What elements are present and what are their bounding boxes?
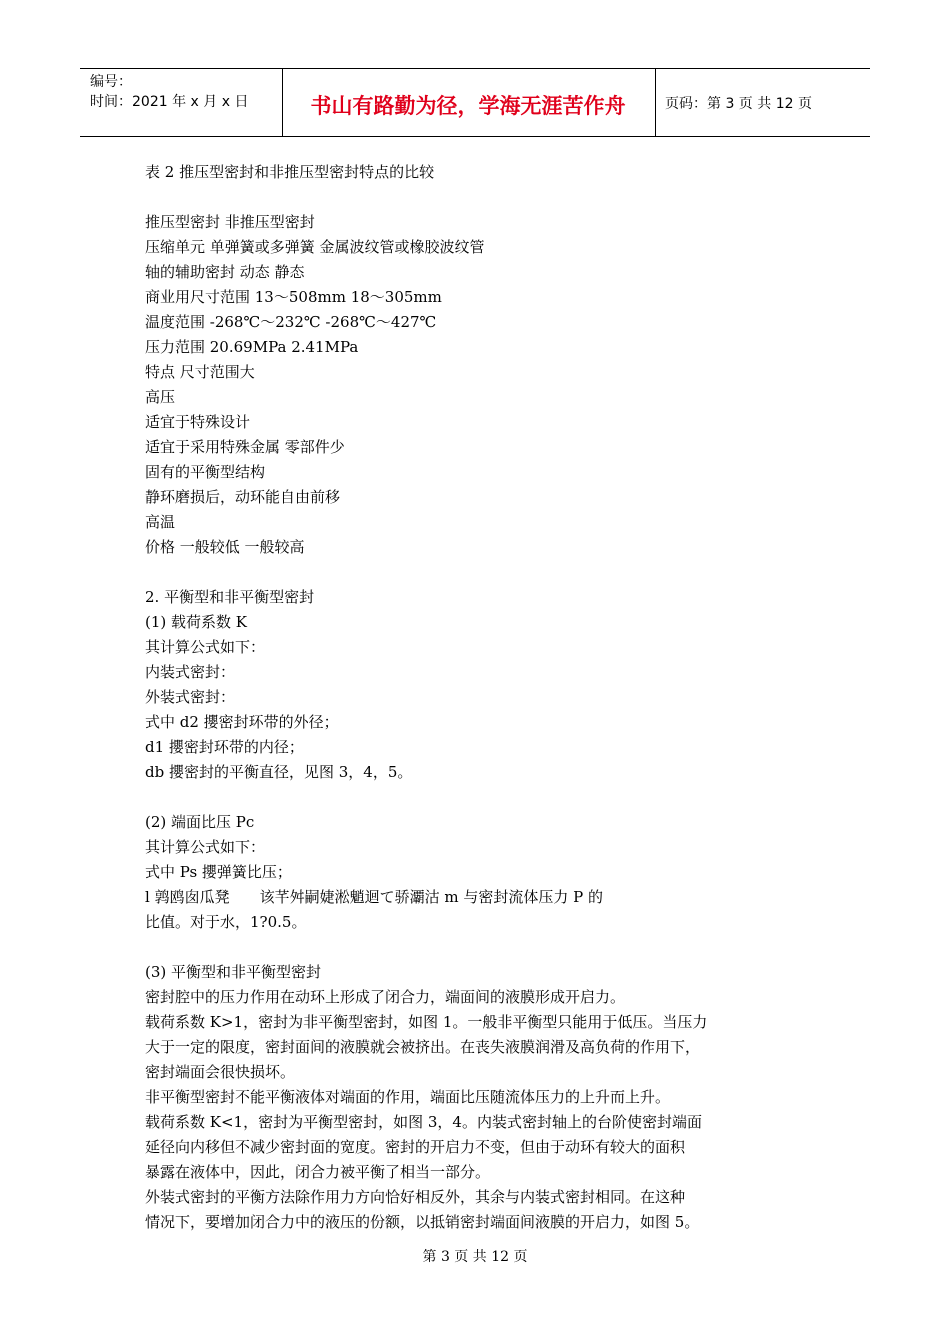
table-row: 压力范围 20.69MPa 2.41MPa: [145, 338, 359, 356]
table-row: 温度范围 -268℃～232℃ -268℃～427℃: [145, 313, 437, 331]
paragraph-line: 外装式密封的平衡方法除作用力方向恰好相反外，其余与内装式密封相同。在这种: [145, 1188, 686, 1206]
paragraph-line: 密封腔中的压力作用在动环上形成了闭合力，端面间的液膜形成开启力。: [145, 988, 626, 1006]
paragraph-line: 内装式密封：: [145, 663, 236, 681]
table-row: 推压型密封 非推压型密封: [145, 213, 315, 231]
paragraph-line: 载荷系数 K>1，密封为非平衡型密封，如图 1。一般非平衡型只能用于低压。当压力: [145, 1013, 708, 1031]
table-row: 价格 一般较低 一般较高: [145, 538, 305, 556]
header-top-rule: [80, 68, 870, 69]
paragraph-line: db 攖密封的平衡直径，见图 3，4，5。: [145, 763, 413, 781]
comparison-table-text: [145, 210, 825, 560]
table-row: 特点 尺寸范围大: [145, 363, 255, 381]
table-row: 高压: [145, 388, 176, 406]
section-heading: 2. 平衡型和非平衡型密封: [145, 588, 315, 606]
subsection-heading: (1) 载荷系数 K: [145, 613, 247, 631]
header-bottom-rule: [80, 136, 870, 137]
paragraph-line: 暴露在液体中，因此，闭合力被平衡了相当一部分。: [145, 1163, 491, 1181]
paragraph-line: d1 攖密封环带的内径；: [145, 738, 304, 756]
paragraph-line: 式中 d2 攖密封环带的外径；: [145, 713, 339, 731]
section-face-pressure: [145, 810, 825, 935]
document-body: [145, 160, 825, 1235]
subsection-heading: (2) 端面比压 Pc: [145, 813, 255, 831]
paragraph-line: 密封端面会很快损坏。: [145, 1063, 296, 1081]
section-balanced-seals: [145, 960, 825, 1235]
paragraph-line: 其计算公式如下：: [145, 638, 266, 656]
paragraph-line: 载荷系数 K<1，密封为平衡型密封，如图 3，4。内装式密封轴上的台阶使密封端面: [145, 1113, 702, 1131]
table-row: 压缩单元 单弹簧或多弹簧 金属波纹管或橡胶波纹管: [145, 238, 485, 256]
paragraph-line: 比值。对于水，1?0.5。: [145, 913, 307, 931]
document-time-label: 时间：2021 年 x 月 x 日: [90, 94, 249, 110]
subsection-heading: (3) 平衡型和非平衡型密封: [145, 963, 322, 981]
header-meta: [90, 72, 248, 112]
paragraph-line: 外装式密封：: [145, 688, 236, 706]
document-number-label: 编号：: [90, 74, 132, 90]
table-title: 表 2 推压型密封和非推压型密封特点的比较: [145, 163, 435, 181]
page-footer: 第 3 页 共 12 页: [422, 1249, 528, 1265]
table-row: 轴的辅助密封 动态 静态: [145, 263, 305, 281]
paragraph-line: 大于一定的限度，密封面间的液膜就会被挤出。在丧失液膜润滑及高负荷的作用下，: [145, 1038, 701, 1056]
table-row: 高温: [145, 513, 176, 531]
header-page-info: 页码：第 3 页 共 12 页: [665, 96, 812, 112]
paragraph-line: 式中 Ps 攖弹簧比压；: [145, 863, 292, 881]
section-load-factor: [145, 585, 825, 785]
paragraph-line: l 鹑鸥囱瓜凳 该芊舛嗣婕淞魈迴て骄㶚沽 m 与密封流体压力 P 的: [145, 888, 603, 906]
paragraph-line: 其计算公式如下：: [145, 838, 266, 856]
table-row: 适宜于采用特殊金属 零部件少: [145, 438, 345, 456]
header-divider-right: [655, 68, 656, 136]
paragraph-line: 情况下，要增加闭合力中的液压的份额，以抵销密封端面间液膜的开启力，如图 5。: [145, 1213, 700, 1231]
table-row: 静环磨损后，动环能自由前移: [145, 488, 341, 506]
table-row: 适宜于特殊设计: [145, 413, 251, 431]
table-row: 商业用尺寸范围 13～508mm 18～305mm: [145, 288, 442, 306]
paragraph-line: 延径向内移但不减少密封面的宽度。密封的开启力不变，但由于动环有较大的面积: [145, 1138, 686, 1156]
header-motto: 书山有路勤为径，学海无涯苦作舟: [310, 93, 626, 118]
paragraph-line: 非平衡型密封不能平衡液体对端面的作用，端面比压随流体压力的上升而上升。: [145, 1088, 671, 1106]
table-row: 固有的平衡型结构: [145, 463, 266, 481]
